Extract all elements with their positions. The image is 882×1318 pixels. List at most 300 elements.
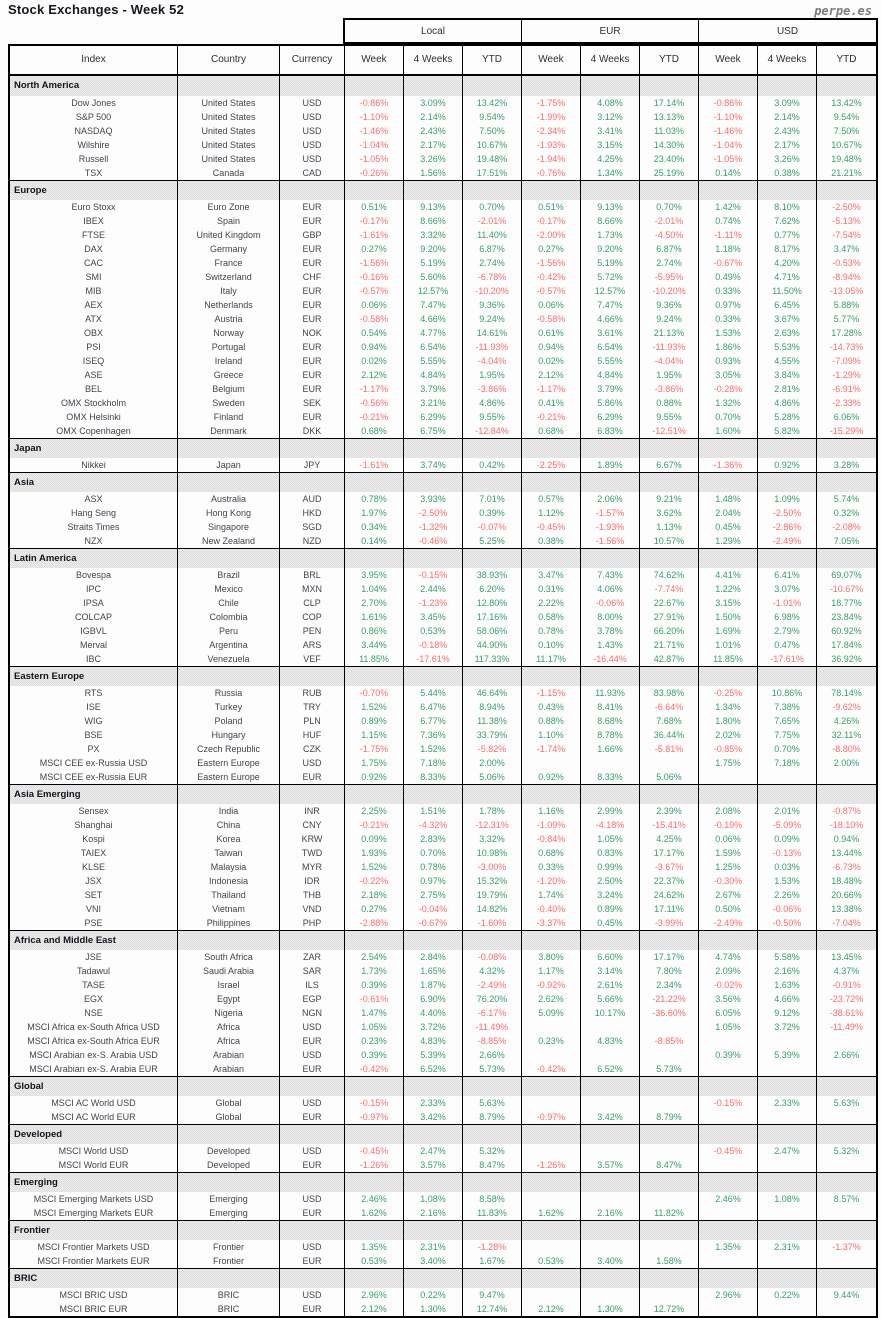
value-cell: -1.15%: [522, 686, 581, 700]
value-cell: [699, 1206, 758, 1220]
value-cell: 4.66%: [581, 312, 640, 326]
value-cell: -6.64%: [640, 700, 699, 714]
index-cell: EGX: [10, 992, 178, 1006]
table-row: [10, 1096, 876, 1110]
value-cell: 10.86%: [758, 686, 817, 700]
country-cell: China: [178, 818, 280, 832]
table-row: [10, 166, 876, 180]
value-cell: 6.29%: [404, 410, 463, 424]
section-filler: [699, 1125, 758, 1144]
country-cell: Developed: [178, 1158, 280, 1172]
value-cell: -5.13%: [832, 216, 861, 226]
section-filler: [463, 76, 522, 96]
table-row: [10, 916, 876, 930]
value-cell: 17.11%: [640, 902, 699, 916]
table-row: [10, 902, 876, 916]
value-cell: -1.11%: [699, 228, 758, 242]
value-cell: 1.74%: [522, 888, 581, 902]
index-cell: MSCI World EUR: [10, 1158, 178, 1172]
country-cell: Belgium: [178, 382, 280, 396]
section-filler: [581, 549, 640, 568]
currency-cell: EUR: [280, 256, 345, 270]
value-cell: 9.24%: [640, 312, 699, 326]
value-cell: 0.09%: [758, 832, 817, 846]
index-cell: NASDAQ: [10, 124, 178, 138]
value-cell: 8.57%: [833, 1194, 860, 1204]
value-cell: 21.13%: [640, 326, 699, 340]
country-cell: BRIC: [178, 1288, 280, 1302]
index-cell: AEX: [10, 298, 178, 312]
value-cell: -1.37%: [832, 1242, 861, 1252]
section-filler: [404, 1077, 463, 1096]
value-cell: 0.68%: [522, 846, 581, 860]
section-filler: [817, 549, 876, 568]
index-cell: DAX: [10, 242, 178, 256]
index-cell: JSX: [10, 874, 178, 888]
currency-cell: ARS: [280, 638, 345, 652]
value-cell: 9.21%: [640, 492, 699, 506]
value-cell: 1.67%: [463, 1254, 522, 1268]
value-cell: 10.67%: [463, 138, 522, 152]
section-filler: [463, 1221, 522, 1240]
value-cell: 2.12%: [522, 368, 581, 382]
value-cell: 8.94%: [463, 700, 522, 714]
value-cell: 1.50%: [699, 610, 758, 624]
value-cell: -0.57%: [522, 284, 581, 298]
value-cell: 1.32%: [699, 396, 758, 410]
value-cell: -0.02%: [699, 978, 758, 992]
value-cell: -6.17%: [463, 1006, 522, 1020]
value-cell: 3.14%: [581, 964, 640, 978]
value-cell: -0.17%: [522, 214, 581, 228]
value-cell: 1.63%: [758, 978, 817, 992]
value-cell: 2.14%: [758, 110, 817, 124]
value-cell: 3.40%: [581, 1254, 640, 1268]
value-cell: 2.46%: [345, 1192, 404, 1206]
section-header-row: [10, 438, 876, 458]
value-cell: 8.17%: [758, 242, 817, 256]
value-cell: 4.86%: [463, 396, 522, 410]
value-cell: 9.13%: [404, 200, 463, 214]
value-cell: 2.96%: [345, 1288, 404, 1302]
value-cell: -17.61%: [758, 652, 817, 666]
country-cell: Argentina: [178, 638, 280, 652]
country-cell: Taiwan: [178, 846, 280, 860]
currency-cell: PEN: [280, 624, 345, 638]
currency-cell: EUR: [280, 312, 345, 326]
value-cell: 1.53%: [699, 326, 758, 340]
index-cell: MSCI Arabian ex-S. Arabia USD: [10, 1048, 178, 1062]
value-cell: 0.51%: [345, 200, 404, 214]
value-cell: -12.84%: [463, 424, 522, 438]
index-cell: CAC: [10, 256, 178, 270]
section-header-row: [10, 1268, 876, 1288]
section-filler: [758, 473, 817, 492]
section-filler: [463, 785, 522, 804]
value-cell: 6.54%: [404, 340, 463, 354]
group-local-label: Local: [345, 20, 522, 42]
table-row: [10, 992, 876, 1006]
section-filler: [581, 931, 640, 950]
value-cell: [817, 1034, 876, 1048]
value-cell: 0.02%: [345, 354, 404, 368]
table-row: [10, 256, 876, 270]
value-cell: 19.48%: [831, 154, 862, 164]
value-cell: 2.17%: [758, 138, 817, 152]
value-cell: 5.25%: [463, 534, 522, 548]
value-cell: [640, 1192, 699, 1206]
value-cell: 8.58%: [463, 1192, 522, 1206]
value-cell: [758, 1062, 817, 1076]
currency-cell: USD: [280, 1240, 345, 1254]
value-cell: -21.22%: [640, 992, 699, 1006]
index-cell: ISE: [10, 700, 178, 714]
index-cell: MSCI CEE ex-Russia EUR: [10, 770, 178, 784]
value-cell: -0.45%: [522, 520, 581, 534]
section-title: Eastern Europe: [10, 667, 178, 686]
value-cell: -2.01%: [463, 214, 522, 228]
value-cell: 1.15%: [345, 728, 404, 742]
section-filler: [522, 1125, 581, 1144]
value-cell: 2.31%: [758, 1240, 817, 1254]
value-cell: 13.45%: [831, 952, 862, 962]
value-cell: -38.61%: [829, 1008, 864, 1018]
table-row: [10, 1110, 876, 1124]
section-title: Latin America: [10, 549, 178, 568]
value-cell: 7.62%: [758, 214, 817, 228]
value-cell: 1.01%: [699, 638, 758, 652]
value-cell: -4.18%: [581, 818, 640, 832]
section-filler: [758, 1173, 817, 1192]
value-cell: 1.09%: [758, 492, 817, 506]
index-header: Index: [10, 46, 178, 74]
section-filler: [345, 785, 404, 804]
section-filler: [345, 1269, 404, 1288]
value-cell: 4.86%: [758, 396, 817, 410]
index-cell: Nikkei: [10, 458, 178, 472]
value-cell: [699, 1110, 758, 1124]
country-cell: Indonesia: [178, 874, 280, 888]
section-filler: [345, 76, 404, 96]
value-cell: -1.10%: [699, 110, 758, 124]
section-filler: [699, 1221, 758, 1240]
value-cell: [640, 1048, 699, 1062]
section-filler: [178, 439, 280, 458]
value-cell: [699, 1254, 758, 1268]
value-cell: 0.34%: [345, 520, 404, 534]
value-cell: -3.00%: [463, 860, 522, 874]
value-cell: 2.43%: [758, 124, 817, 138]
value-cell: -2.33%: [832, 398, 861, 408]
value-cell: 8.68%: [581, 714, 640, 728]
value-cell: 1.34%: [699, 700, 758, 714]
table-row: [10, 804, 876, 818]
period-header: Week: [522, 46, 581, 74]
section-filler: [178, 1077, 280, 1096]
value-cell: 1.73%: [581, 228, 640, 242]
section-filler: [178, 76, 280, 96]
section-filler: [280, 473, 345, 492]
value-cell: 0.22%: [758, 1288, 817, 1302]
value-cell: 2.39%: [640, 804, 699, 818]
value-cell: -1.94%: [522, 152, 581, 166]
section-filler: [817, 785, 876, 804]
value-cell: 25.19%: [640, 166, 699, 180]
value-cell: 0.88%: [522, 714, 581, 728]
value-cell: 0.38%: [758, 166, 817, 180]
index-cell: NZX: [10, 534, 178, 548]
section-filler: [522, 181, 581, 200]
currency-cell: EUR: [280, 1254, 345, 1268]
index-cell: PX: [10, 742, 178, 756]
value-cell: 1.95%: [640, 368, 699, 382]
section-filler: [463, 549, 522, 568]
value-cell: 5.39%: [404, 1048, 463, 1062]
table-row: [10, 874, 876, 888]
table-row: [10, 228, 876, 242]
value-cell: -11.49%: [830, 1022, 863, 1032]
value-cell: -2.86%: [758, 520, 817, 534]
section-title: Developed: [10, 1125, 178, 1144]
section-filler: [817, 667, 876, 686]
country-cell: Hong Kong: [178, 506, 280, 520]
value-cell: -1.61%: [345, 458, 404, 472]
value-cell: -0.76%: [522, 166, 581, 180]
country-cell: Germany: [178, 242, 280, 256]
value-cell: -6.91%: [832, 384, 861, 394]
value-cell: 6.52%: [404, 1062, 463, 1076]
value-cell: 0.88%: [640, 396, 699, 410]
value-cell: 14.61%: [463, 326, 522, 340]
section-filler: [345, 549, 404, 568]
section-title: Africa and Middle East: [10, 931, 178, 950]
value-cell: 1.13%: [640, 520, 699, 534]
table-row: [10, 242, 876, 256]
value-cell: 0.78%: [404, 860, 463, 874]
country-cell: France: [178, 256, 280, 270]
value-cell: -0.45%: [345, 1144, 404, 1158]
table-row: [10, 200, 876, 214]
value-cell: 0.49%: [699, 270, 758, 284]
country-cell: Egypt: [178, 992, 280, 1006]
value-cell: -5.09%: [758, 818, 817, 832]
currency-cell: PHP: [280, 916, 345, 930]
value-cell: 0.70%: [699, 410, 758, 424]
value-cell: 2.79%: [758, 624, 817, 638]
value-cell: -11.93%: [640, 340, 699, 354]
value-cell: 0.89%: [345, 714, 404, 728]
value-cell: 6.77%: [404, 714, 463, 728]
value-cell: 0.23%: [522, 1034, 581, 1048]
value-cell: 5.88%: [833, 300, 860, 310]
index-cell: OMX Helsinki: [10, 410, 178, 424]
value-cell: 8.41%: [581, 700, 640, 714]
value-cell: 1.97%: [345, 506, 404, 520]
value-cell: 3.09%: [758, 96, 817, 110]
section-filler: [522, 549, 581, 568]
value-cell: 2.09%: [699, 964, 758, 978]
country-cell: Finland: [178, 410, 280, 424]
value-cell: 3.12%: [581, 110, 640, 124]
value-cell: 8.10%: [758, 200, 817, 214]
index-cell: BEL: [10, 382, 178, 396]
value-cell: -7.04%: [832, 918, 861, 928]
value-cell: -0.42%: [345, 1062, 404, 1076]
value-cell: 0.39%: [463, 506, 522, 520]
country-cell: Poland: [178, 714, 280, 728]
table-row: [10, 652, 876, 666]
value-cell: 5.73%: [463, 1062, 522, 1076]
table-row: [10, 298, 876, 312]
value-cell: 7.47%: [581, 298, 640, 312]
value-cell: -0.97%: [345, 1110, 404, 1124]
value-cell: -0.15%: [404, 568, 463, 582]
section-filler: [699, 785, 758, 804]
value-cell: 0.93%: [699, 354, 758, 368]
country-cell: Italy: [178, 284, 280, 298]
value-cell: 11.50%: [758, 284, 817, 298]
value-cell: [581, 1144, 640, 1158]
table-row: [10, 1048, 876, 1062]
value-cell: 0.78%: [345, 492, 404, 506]
table-row: [10, 1020, 876, 1034]
value-cell: [758, 1034, 817, 1048]
value-cell: -11.49%: [463, 1020, 522, 1034]
section-filler: [522, 1221, 581, 1240]
value-cell: 69.07%: [831, 570, 862, 580]
table-row: [10, 638, 876, 652]
currency-cell: MYR: [280, 860, 345, 874]
index-cell: OBX: [10, 326, 178, 340]
group-eur-label: EUR: [522, 20, 699, 42]
value-cell: 2.83%: [404, 832, 463, 846]
value-cell: 9.54%: [833, 112, 860, 122]
value-cell: -0.21%: [345, 818, 404, 832]
value-cell: 5.39%: [758, 1048, 817, 1062]
value-cell: 9.36%: [463, 298, 522, 312]
currency-cell: GBP: [280, 228, 345, 242]
value-cell: -0.15%: [345, 1096, 404, 1110]
currency-cell: AUD: [280, 492, 345, 506]
value-cell: 9.13%: [581, 200, 640, 214]
value-cell: 1.60%: [699, 424, 758, 438]
value-cell: [522, 1096, 581, 1110]
currency-cell: USD: [280, 138, 345, 152]
index-cell: ATX: [10, 312, 178, 326]
section-title: North America: [10, 76, 178, 96]
country-cell: Thailand: [178, 888, 280, 902]
section-filler: [817, 1173, 876, 1192]
value-cell: -8.85%: [463, 1034, 522, 1048]
value-cell: 0.94%: [833, 834, 860, 844]
table-row: [10, 124, 876, 138]
value-cell: 1.05%: [699, 1020, 758, 1034]
value-cell: 9.54%: [463, 110, 522, 124]
section-header-row: [10, 1172, 876, 1192]
value-cell: 1.62%: [522, 1206, 581, 1220]
value-cell: 2.66%: [833, 1050, 860, 1060]
value-cell: 23.40%: [640, 152, 699, 166]
table-row: [10, 860, 876, 874]
country-cell: Frontier: [178, 1254, 280, 1268]
section-filler: [522, 473, 581, 492]
table-row: [10, 382, 876, 396]
value-cell: 10.67%: [831, 140, 862, 150]
section-filler: [178, 1125, 280, 1144]
currency-cell: EUR: [280, 382, 345, 396]
value-cell: -0.91%: [832, 980, 861, 990]
value-cell: [758, 770, 817, 784]
value-cell: -1.36%: [699, 458, 758, 472]
currency-cell: USD: [280, 110, 345, 124]
value-cell: -6.78%: [463, 270, 522, 284]
value-cell: -0.30%: [699, 874, 758, 888]
value-cell: -10.20%: [463, 284, 522, 298]
value-cell: 3.47%: [833, 244, 860, 254]
currency-cell: USD: [280, 96, 345, 110]
value-cell: 5.06%: [640, 770, 699, 784]
value-cell: 15.32%: [463, 874, 522, 888]
index-cell: NSE: [10, 1006, 178, 1020]
period-header: 4 Weeks: [404, 46, 463, 74]
index-cell: MSCI AC World EUR: [10, 1110, 178, 1124]
value-cell: 32.11%: [831, 730, 862, 740]
value-cell: 5.32%: [463, 1144, 522, 1158]
value-cell: -0.97%: [522, 1110, 581, 1124]
value-cell: 5.77%: [833, 314, 860, 324]
index-cell: Russell: [10, 152, 178, 166]
value-cell: -0.17%: [345, 214, 404, 228]
country-cell: Netherlands: [178, 298, 280, 312]
currency-cell: COP: [280, 610, 345, 624]
section-filler: [640, 549, 699, 568]
value-cell: 3.62%: [640, 506, 699, 520]
value-cell: -1.26%: [522, 1158, 581, 1172]
section-filler: [522, 1269, 581, 1288]
section-filler: [758, 667, 817, 686]
value-cell: 0.54%: [345, 326, 404, 340]
value-cell: 4.71%: [758, 270, 817, 284]
value-cell: -15.41%: [640, 818, 699, 832]
value-cell: -0.28%: [699, 382, 758, 396]
section-filler: [581, 667, 640, 686]
country-cell: Korea: [178, 832, 280, 846]
value-cell: 2.12%: [345, 368, 404, 382]
value-cell: 4.26%: [833, 716, 860, 726]
section-filler: [699, 76, 758, 96]
table-row: [10, 756, 876, 770]
table-row: [10, 1062, 876, 1076]
value-cell: [699, 1034, 758, 1048]
value-cell: 4.06%: [581, 582, 640, 596]
index-cell: MSCI Emerging Markets EUR: [10, 1206, 178, 1220]
value-cell: -2.25%: [522, 458, 581, 472]
currency-cell: EUR: [280, 340, 345, 354]
value-cell: -0.42%: [522, 1062, 581, 1076]
index-cell: OMX Copenhagen: [10, 424, 178, 438]
section-filler: [817, 439, 876, 458]
value-cell: 0.61%: [522, 326, 581, 340]
value-cell: -8.85%: [640, 1034, 699, 1048]
table-row: [10, 832, 876, 846]
value-cell: 1.59%: [699, 846, 758, 860]
country-cell: Venezuela: [178, 652, 280, 666]
index-cell: ASX: [10, 492, 178, 506]
value-cell: 6.83%: [581, 424, 640, 438]
section-filler: [522, 785, 581, 804]
table-row: [10, 534, 876, 548]
value-cell: -1.46%: [345, 124, 404, 138]
